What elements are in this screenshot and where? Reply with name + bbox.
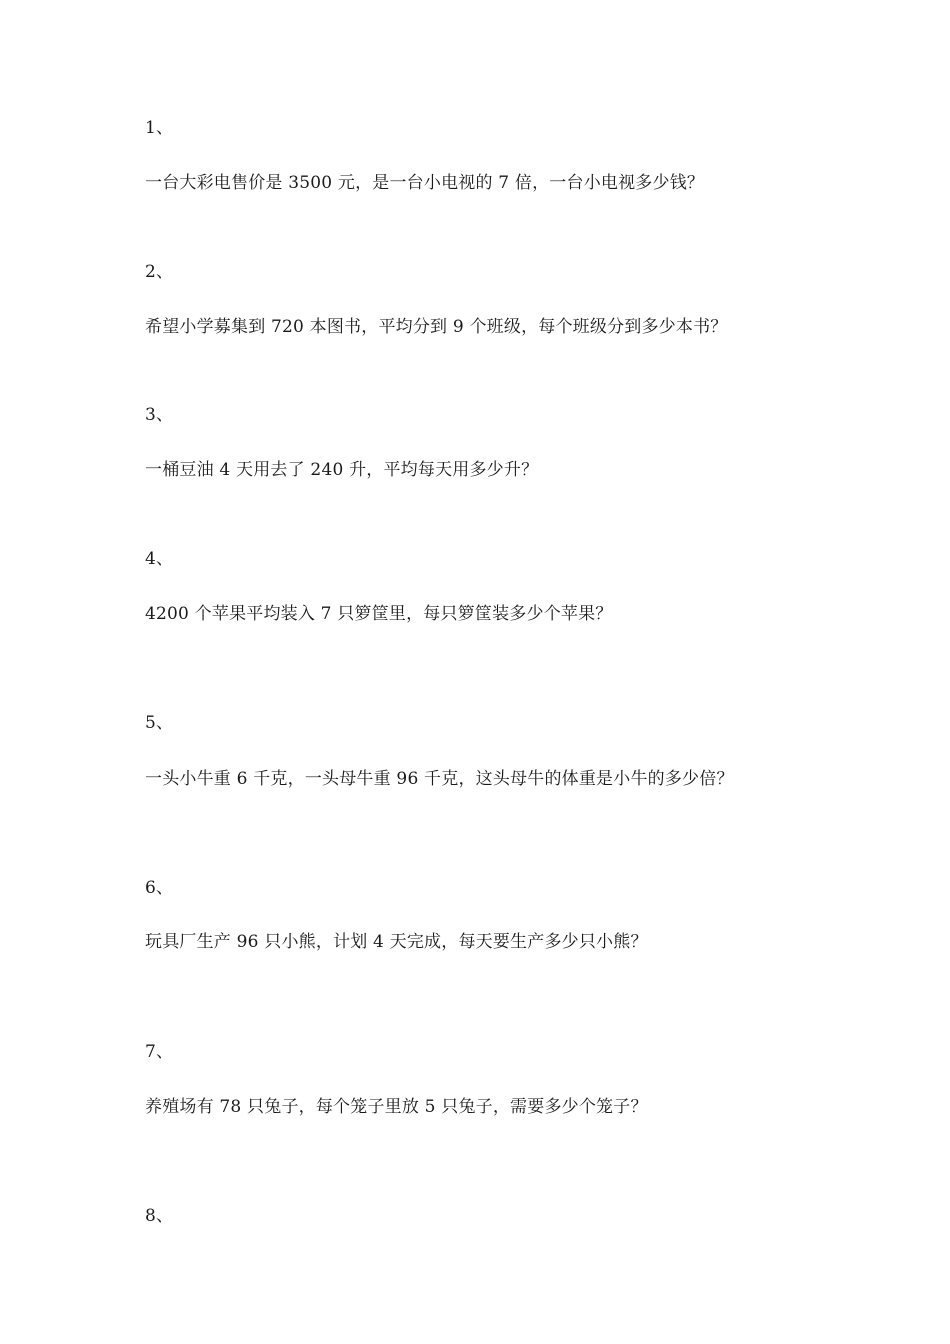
question-6-text: 玩具厂生产 96 只小熊，计划 4 天完成，每天要生产多少只小熊？ <box>145 932 648 952</box>
question-8-number: 8、 <box>145 1206 174 1226</box>
question-1-text: 一台大彩电售价是 3500 元，是一台小电视的 7 倍，一台小电视多少钱？ <box>145 173 705 193</box>
question-7-text: 养殖场有 78 只兔子，每个笼子里放 5 只兔子，需要多少个笼子？ <box>145 1097 648 1117</box>
question-2-number: 2、 <box>145 262 174 282</box>
question-3-number: 3、 <box>145 405 174 425</box>
question-4-text: 4200 个苹果平均装入 7 只箩筐里，每只箩筐装多少个苹果？ <box>145 604 613 624</box>
question-5-text: 一头小牛重 6 千克，一头母牛重 96 千克，这头母牛的体重是小牛的多少倍？ <box>145 769 734 789</box>
question-4-number: 4、 <box>145 549 174 569</box>
question-5-number: 5、 <box>145 713 174 733</box>
question-3-text: 一桶豆油 4 天用去了 240 升，平均每天用多少升？ <box>145 460 539 480</box>
question-1-number: 1、 <box>145 118 174 138</box>
question-6-number: 6、 <box>145 878 174 898</box>
question-7-number: 7、 <box>145 1042 174 1062</box>
question-2-text: 希望小学募集到 720 本图书，平均分到 9 个班级，每个班级分到多少本书？ <box>145 317 728 337</box>
